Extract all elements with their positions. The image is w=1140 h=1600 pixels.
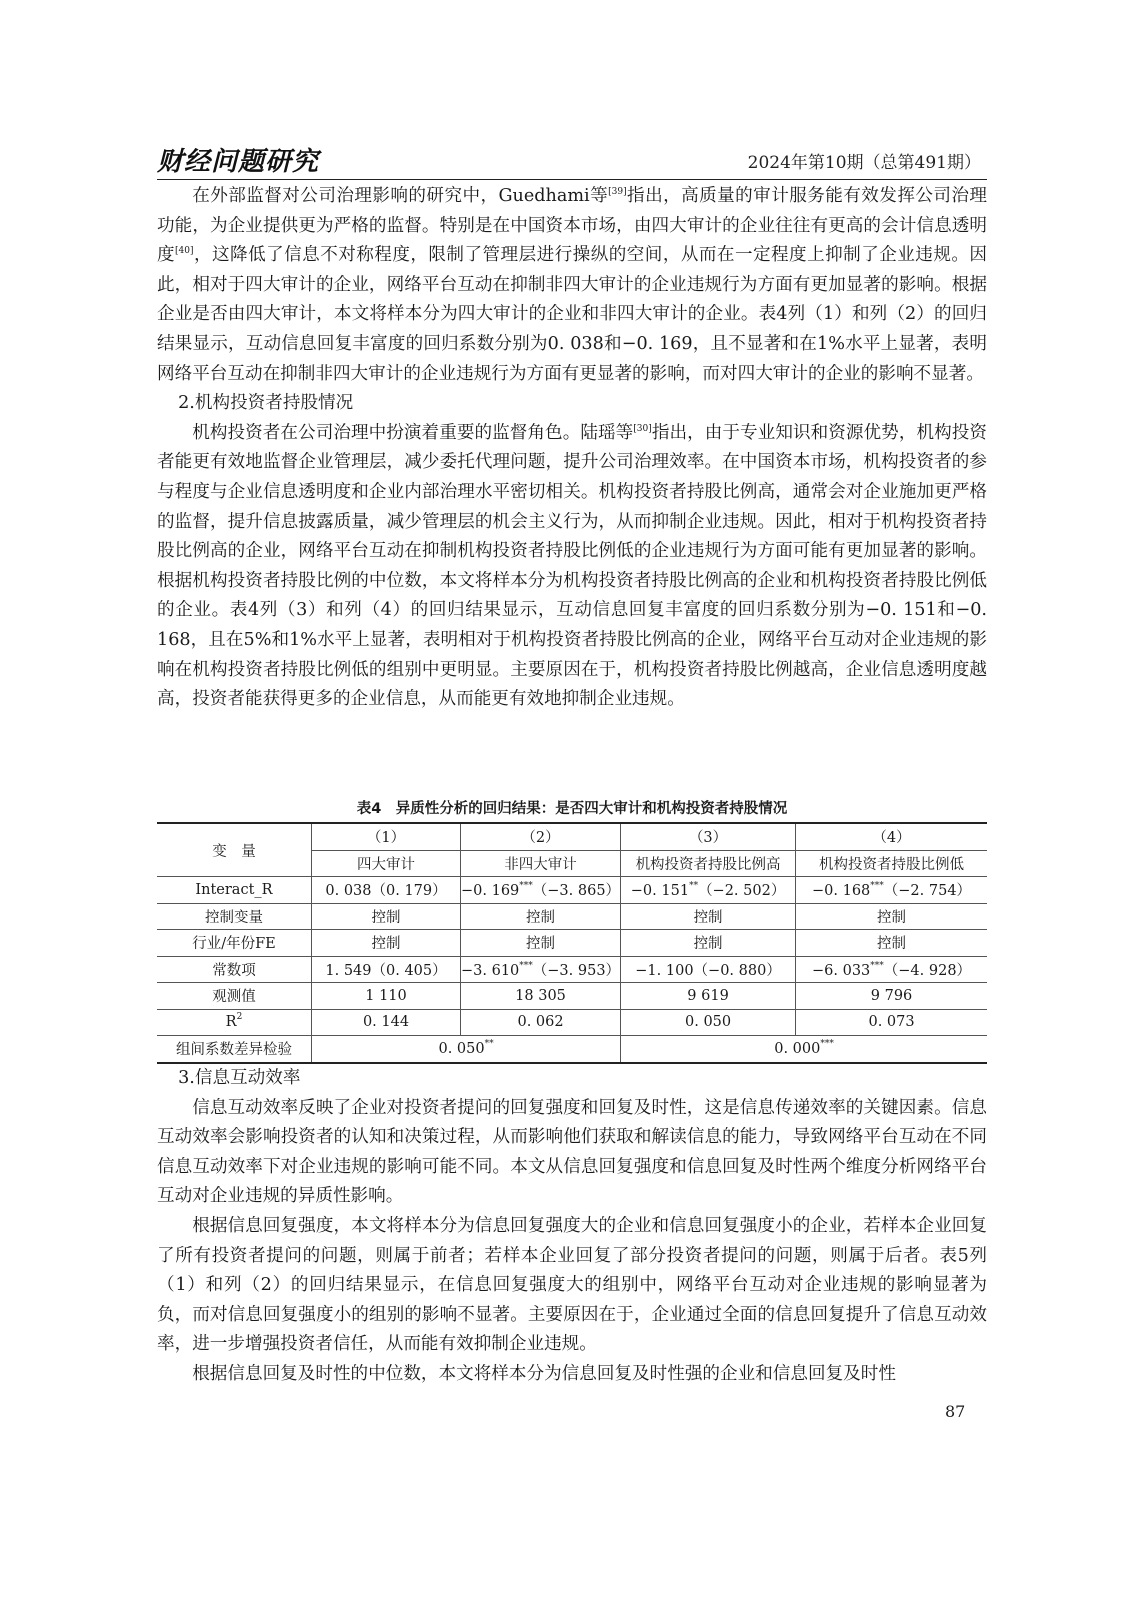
table-cell: 0. 038（0. 179）: [312, 877, 461, 904]
citation-30: [30]: [633, 423, 652, 434]
table-cell: 9 796: [796, 983, 987, 1010]
table-cell: −6. 033***（−4. 928）: [796, 956, 987, 983]
row-label: 行业/年份FE: [157, 930, 312, 957]
paragraph-institutional: 机构投资者在公司治理中扮演着重要的监督角色。陆瑶等[30]指出，由于专业知识和资源优势，机构投资者能更有效地监督企业管理层，减少委托代理问题，提升公司治理效率。在中国资本市场，机构投资者的参与程度与企业信息透明度和企业内部治理水平密切相关。机构投资者持股比例高，通常会对企业施加更严格的监督，提升信息披露质量，减少管理层的机会主义行为，从而抑制企业违规。因此，相对于机构投资者持股比例高的企业，网络平台互动在抑制机构投资者持股比例低的企业违规行为方面可能有更加显著的影响。根据机构投资者持股比例的中位数，本文将样本分为机构投资者持股比例高的企业和机构投资者持股比例低的企业。表4列（3）和列（4）的回归结果显示，互动信息回复丰富度的回归系数分别为−0. 151和−0. 168，且在5%和1%水平上显著，表明相对于机构投资者持股比例高的企业，网络平台互动对企业违规的影响在机构投资者持股比例低的组别中更明显。主要原因在于，机构投资者持股比例越高，企业信息透明度越高，投资者能获得更多的企业信息，从而能更有效地抑制企业违规。: [157, 422, 987, 710]
table-cell: −0. 169***（−3. 865）: [461, 877, 621, 904]
journal-logo: 财经问题研究: [157, 147, 320, 177]
section-heading-institutional: 2.机构投资者持股情况: [178, 393, 354, 414]
row-label: $R^2$: [157, 1009, 312, 1036]
table-cell: 0. 062: [461, 1009, 621, 1036]
column-name-3: 机构投资者持股比例高: [621, 850, 796, 877]
column-name-2: 非四大审计: [461, 850, 621, 877]
page-header: [157, 139, 987, 180]
group-difference-cell-a: 0. 050**: [312, 1036, 621, 1063]
column-number-2: （2）: [461, 823, 621, 850]
table-cell: 0. 144: [312, 1009, 461, 1036]
table-row: [157, 956, 987, 983]
table-cell: −0. 168***（−2. 754）: [796, 877, 987, 904]
row-label: 常数项: [157, 956, 312, 983]
row-label: Interact_R: [157, 877, 312, 904]
table-cell: 控制: [621, 903, 796, 930]
row-label: 观测值: [157, 983, 312, 1010]
column-number-4: （4）: [796, 823, 987, 850]
table-row: [157, 877, 987, 904]
table-cell: −1. 100（−0. 880）: [621, 956, 796, 983]
issue-info: 2024年第10期（总第491期）: [747, 153, 981, 173]
row-label: 控制变量: [157, 903, 312, 930]
variable-header: 变 量: [157, 823, 312, 877]
column-number-3: （3）: [621, 823, 796, 850]
paragraph-reply-intensity: 根据信息回复强度，本文将样本分为信息回复强度大的企业和信息回复强度小的企业，若样本企业回复了所有投资者提问的问题，则属于前者；若样本企业回复了部分投资者提问的问题，则属于后者。表5列（1）和列（2）的回归结果显示，在信息回复强度大的组别中，网络平台互动对企业违规的影响显著为负，而对信息回复强度小的组别的影响不显著。主要原因在于，企业通过全面的信息回复提升了信息互动效率，进一步增强投资者信任，从而能有效抑制企业违规。: [157, 1215, 987, 1355]
table-cell: 0. 073: [796, 1009, 987, 1036]
table-cell: 控制: [312, 930, 461, 957]
section-heading-efficiency: 3.信息互动效率: [178, 1068, 301, 1088]
column-name-4: 机构投资者持股比例低: [796, 850, 987, 877]
citation-40: [40]: [175, 246, 194, 257]
row-label: 组间系数差异检验: [157, 1036, 312, 1063]
table-row: [157, 930, 987, 957]
table-row: [157, 983, 987, 1010]
table-row: [157, 903, 987, 930]
group-difference-cell-b: 0. 000***: [621, 1036, 987, 1063]
regression-table: [157, 822, 987, 1064]
section-big4-audit: [157, 182, 987, 715]
section-interaction-efficiency: [157, 1064, 987, 1390]
table-cell: 1 110: [312, 983, 461, 1010]
citation-39: [39]: [608, 187, 627, 197]
paragraph-big4: 在外部监督对公司治理影响的研究中，Guedhami等[39]指出，高质量的审计服务能有效发挥公司治理功能，为企业提供更为严格的监督。特别是在中国资本市场，由四大审计的企业往往有更高的会计信息透明度[40]，这降低了信息不对称程度，限制了管理层进行操纵的空间，从而在一定程度上抑制了企业违规。因此，相对于四大审计的企业，网络平台互动在抑制非四大审计的企业违规行为方面有更加显著的影响。根据企业是否由四大审计，本文将样本分为四大审计的企业和非四大审计的企业。表4列（1）和列（2）的回归结果显示，互动信息回复丰富度的回归系数分别为0. 038和−0. 169，且不显著和在1%水平上显著，表明网络平台互动在抑制非四大审计的企业违规行为方面有更显著的影响，而对四大审计的企业的影响不显著。: [157, 186, 987, 384]
table-cell: 18 305: [461, 983, 621, 1010]
column-number-1: （1）: [312, 823, 461, 850]
table-cell: 控制: [621, 930, 796, 957]
paragraph-reply-timeliness: 根据信息回复及时性的中位数，本文将样本分为信息回复及时性强的企业和信息回复及时性: [192, 1363, 896, 1384]
table-cell: 控制: [461, 903, 621, 930]
table-cell: 控制: [796, 930, 987, 957]
table-caption: 表4 异质性分析的回归结果：是否四大审计和机构投资者持股情况: [356, 801, 788, 817]
column-name-1: 四大审计: [312, 850, 461, 877]
table-cell: −0. 151**（−2. 502）: [621, 877, 796, 904]
table-cell: 控制: [796, 903, 987, 930]
table-cell: 9 619: [621, 983, 796, 1010]
table-cell: −3. 610***（−3. 953）: [461, 956, 621, 983]
table-cell: 1. 549（0. 405）: [312, 956, 461, 983]
table-cell: 控制: [312, 903, 461, 930]
table-cell: 0. 050: [621, 1009, 796, 1036]
paragraph-efficiency: 信息互动效率反映了企业对投资者提问的回复强度和回复及时性，这是信息传递效率的关键因素。信息互动效率会影响投资者的认知和决策过程，从而影响他们获取和解读信息的能力，导致网络平台互动在不同信息互动效率下对企业违规的影响可能不同。本文从信息回复强度和信息回复及时性两个维度分析网络平台互动对企业违规的异质性影响。: [157, 1097, 987, 1207]
page-number: 87: [945, 1402, 966, 1421]
table-cell: 控制: [461, 930, 621, 957]
